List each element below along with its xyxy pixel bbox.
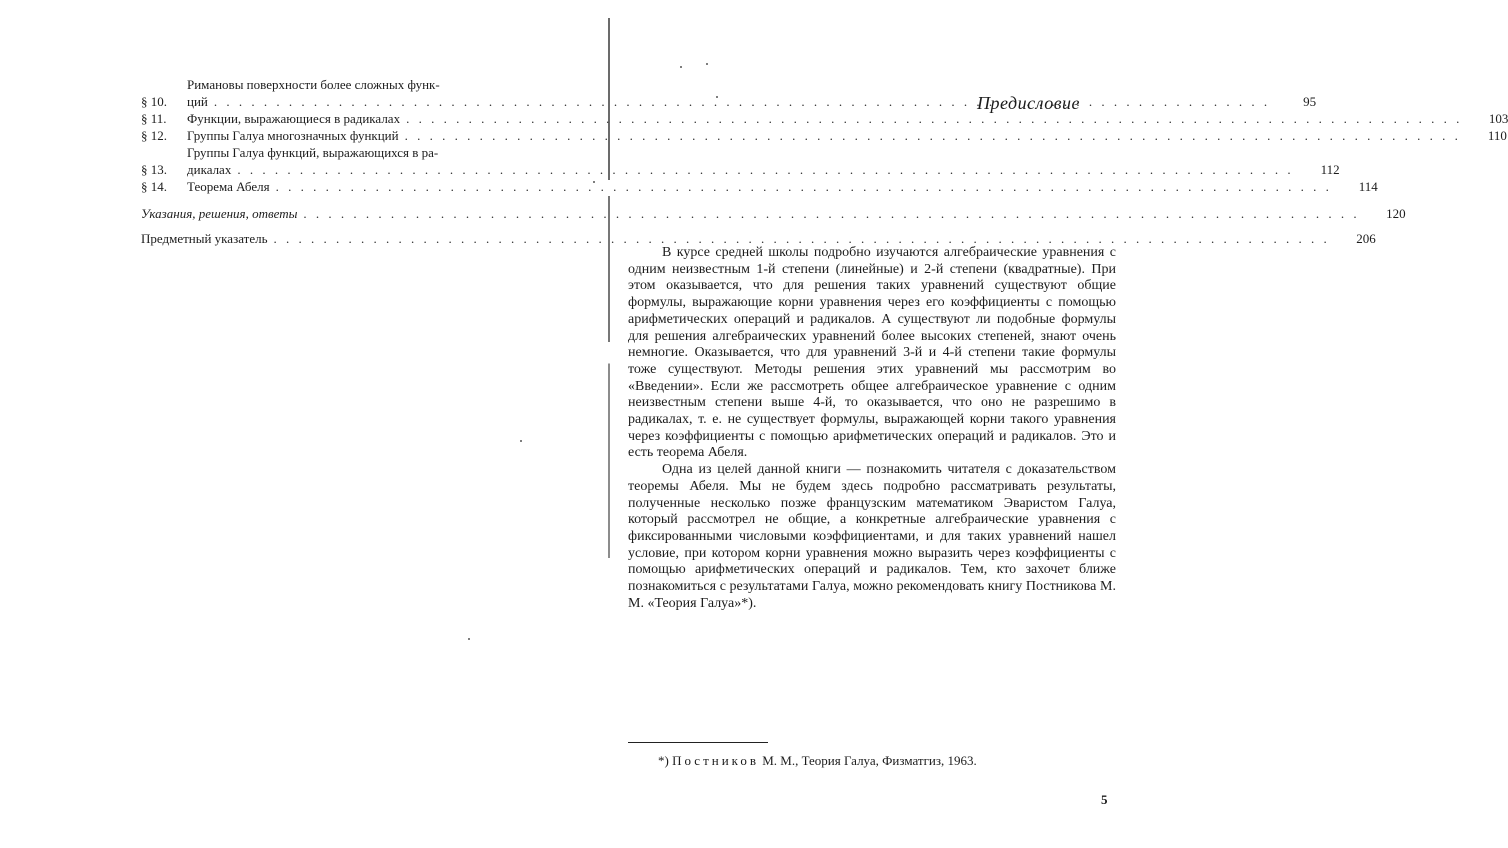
scan-speck xyxy=(680,66,682,68)
dot-leader xyxy=(214,93,1270,110)
scan-speck xyxy=(706,63,708,65)
footnote xyxy=(628,753,1114,768)
dot-leader xyxy=(237,161,1293,178)
toc-entry-number: § 11. xyxy=(141,111,167,126)
footnote-author: Постников xyxy=(672,753,759,768)
scan-speck xyxy=(716,96,718,98)
toc-entry xyxy=(141,144,1340,178)
toc-entry xyxy=(141,127,1507,144)
toc-entry-number: § 12. xyxy=(141,128,167,143)
toc-entry-page: 114 xyxy=(1358,179,1378,194)
toc-hints-title: Указания, решения, ответы xyxy=(141,206,298,221)
toc-entry-page: 110 xyxy=(1487,128,1507,143)
scan-speck xyxy=(520,440,522,442)
dot-leader xyxy=(303,205,1359,222)
toc-entry-number: § 10. xyxy=(141,94,167,109)
toc-entry-title: Римановы поверхности более сложных функ- xyxy=(187,77,440,92)
toc-index-page: 206 xyxy=(1356,231,1376,246)
toc-index-title: Предметный указатель xyxy=(141,231,268,246)
footnote-text: М. М., Теория Галуа, Физматгиз, 1963. xyxy=(758,753,977,768)
preface-body xyxy=(628,245,1116,612)
toc-entry-page: 103 xyxy=(1488,111,1508,126)
preface-paragraph: В курсе средней школы подробно изучаются алгебраические уравнения с одним неизвестным 1-й степени (линейные) и 2-й степени (квадратные). При этом оказывается, что для решения таких уравнений существуют общие формулы, выражающие корни уравнения через его коэффициенты с помощью арифметических операций и радикалов. А существуют ли подобные формулы для решения алгебраических уравнений более высоких степеней, знают очень немногие. Оказывается, что для уравнений 3-й и 4-й степени такие формулы тоже существуют. Методы решения этих уравнений мы рассмотрим во «Введении». Если же рассмотреть общее алгебраическое уравнение с одним неизвестным степени выше 4-й, то оказывается, что оно не разрешимо в радикалах, т. е. не существует формулы, выражающей корни такого уравнения через коэффициенты с помощью арифметических операций и радикалов. Это и есть теорема Абеля. xyxy=(628,245,1116,461)
dot-leader xyxy=(405,127,1461,144)
dot-leader xyxy=(406,110,1462,127)
toc-entry-number: § 13. xyxy=(141,162,167,177)
preface-heading: Предисловие xyxy=(977,93,1081,113)
toc-entry-title: Группы Галуа функций, выражающихся в ра- xyxy=(187,145,439,160)
toc-hints-page: 120 xyxy=(1386,206,1406,221)
scan-speck xyxy=(468,638,470,640)
toc-entry-title-end: дикалах xyxy=(187,162,232,177)
book-gutter xyxy=(608,18,610,558)
toc-entry xyxy=(141,178,1378,195)
toc-entry-page: 112 xyxy=(1320,162,1340,177)
page-number: 5 xyxy=(1101,792,1108,807)
preface-paragraph: Одна из целей данной книги — познакомить читателя с доказательством теоремы Абеля. Мы не будем здесь подробно рассматривать результаты, полученные несколько позже французским математиком Эваристом Галуа, который рассмотрел не общие, а конкретные алгебраические уравнения с фиксированными числовыми коэффициентами, и для таких уравнений нашел условие, при котором корни уравнения можно выразить через коэффициенты с помощью арифметических операций и радикалов. Тем, кто захочет ближе познакомиться с результатами Галуа, можно рекомендовать книгу Постникова М. М. «Теория Галуа»*). xyxy=(628,462,1116,611)
footnote-marker: *) xyxy=(658,753,669,768)
toc-entry-title: Группы Галуа многозначных функций xyxy=(187,128,399,143)
toc-entry-title: Функции, выражающиеся в радикалах xyxy=(187,111,401,126)
toc-index-entry xyxy=(141,230,1376,247)
toc-entry-number: § 14. xyxy=(141,179,167,194)
toc-entry xyxy=(141,110,1508,127)
scan-speck xyxy=(593,181,595,183)
dot-leader xyxy=(276,178,1332,195)
footnote-rule xyxy=(628,742,768,743)
toc-entry-page: 95 xyxy=(1303,94,1317,109)
toc-hints-entry xyxy=(141,205,1406,222)
toc-entry-title-end: ций xyxy=(187,94,208,109)
toc-entry-title: Теорема Абеля xyxy=(187,179,270,194)
